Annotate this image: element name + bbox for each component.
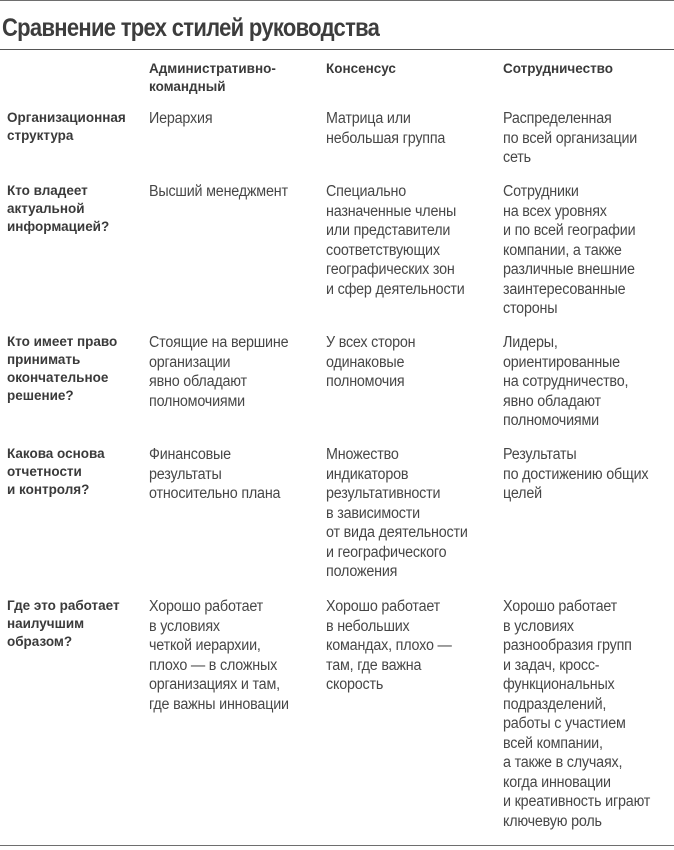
table-cell: Результаты по достижению общих целей <box>503 446 649 502</box>
column-header-consensus: Консенсус <box>326 61 396 77</box>
page-title: Сравнение трех стилей руководства <box>2 14 380 42</box>
table-cell: Распределенная по всей организации сеть <box>503 110 638 166</box>
table-cell: Множество индикаторов результативности в зависимости от вида деятельности и географического положения <box>326 446 468 580</box>
table-cell: Стоящие на вершине организации явно обладают полномочиями <box>149 334 289 410</box>
title-divider <box>0 49 674 50</box>
row-label: Кто имеет право принимать окончательное решение? <box>7 334 118 404</box>
column-header-collaboration: Сотрудничество <box>503 61 614 77</box>
row-label: Кто владеет актуальной информацией? <box>7 183 110 235</box>
row-label: Организационная структура <box>7 110 126 144</box>
table-cell: Хорошо работает в условиях четкой иерархии, плохо — в сложных организациях и там, где важны инновации <box>149 598 289 713</box>
table-cell: Хорошо работает в условиях разнообразия групп и задач, кросс- функциональных подразделений, работы с участием всей компании, а также в случаях, когда инновации и креативность играют ключевую роль <box>503 598 651 830</box>
table-cell: Лидеры, ориентированные на сотрудничество, явно обладают полномочиями <box>503 334 629 429</box>
table-cell: Высший менеджмент <box>149 183 288 200</box>
row-label: Где это работает наилучшим образом? <box>7 598 120 650</box>
table-cell: Матрица или небольшая группа <box>326 110 446 147</box>
top-rule <box>0 0 674 1</box>
row-label: Какова основа отчетности и контроля? <box>7 446 105 498</box>
table-cell: Финансовые результаты относительно плана <box>149 446 281 502</box>
bottom-rule <box>0 845 674 846</box>
table-cell: Хорошо работает в небольших командах, плохо — там, где важна скорость <box>326 598 452 693</box>
table-cell: Специально назначенные члены или представители соответствующих географических зон и сфер деятельности <box>326 183 465 298</box>
table-cell: Иерархия <box>149 110 213 127</box>
table-cell: Сотрудники на всех уровнях и по всей географии компании, а также различные внешние заинтересованные стороны <box>503 183 636 317</box>
column-header-command: Административно- командный <box>149 61 276 95</box>
table-cell: У всех сторон одинаковые полномочия <box>326 334 416 390</box>
